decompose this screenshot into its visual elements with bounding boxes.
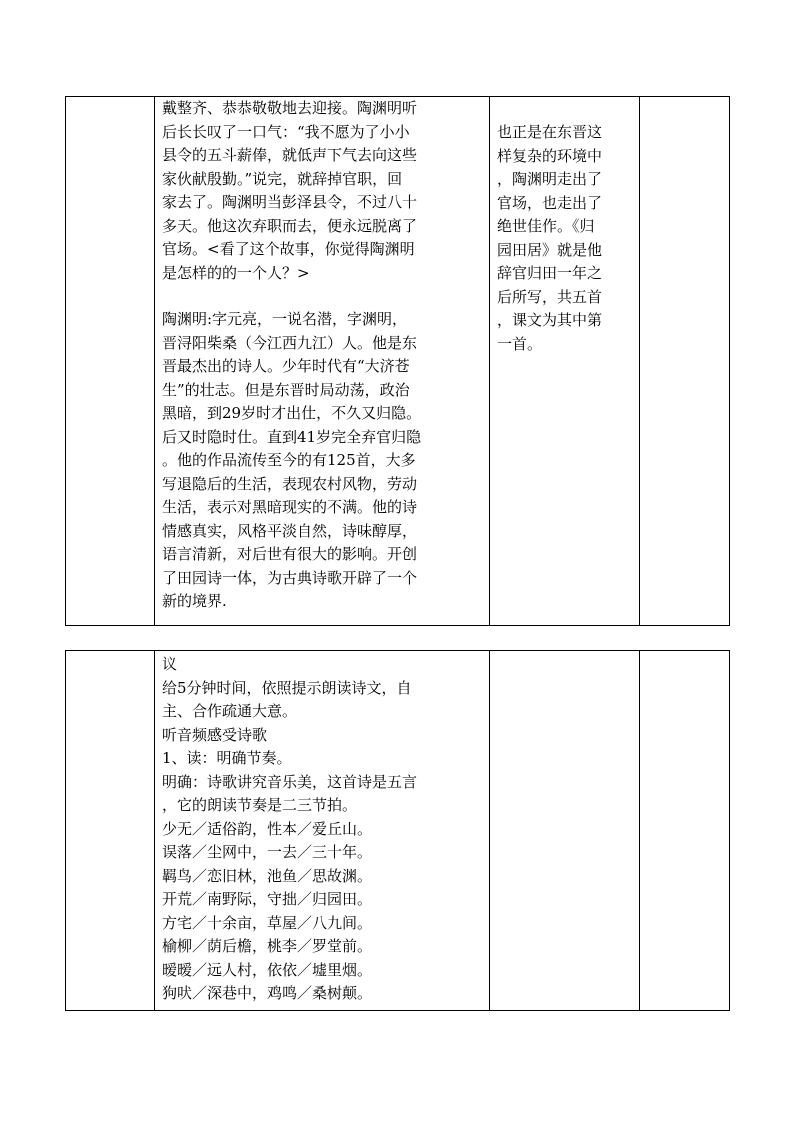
text-line: 样复杂的环境中: [497, 146, 603, 165]
text-line: 明确：诗歌讲究音乐美，这首诗是五言: [162, 772, 418, 791]
text-line: 绝世佳作。《归: [497, 217, 595, 235]
empty-cell-left: [66, 97, 155, 626]
empty-cell-right: [640, 651, 730, 1011]
text-line: ，课文为其中第: [497, 311, 603, 329]
text-line: 写退隐后的生活，表现农村风物，劳动: [162, 474, 418, 493]
text-line: 辞官归田一年之: [497, 264, 603, 282]
text-line: 官场，也走出了: [497, 193, 603, 212]
text-line: 语言清新，对后世有很大的影响。开创: [162, 545, 418, 563]
text-line: 主、合作疏通大意。: [162, 702, 298, 720]
text-line: 新的境界.: [162, 592, 227, 610]
text-line: 官场。<看了这个故事，你觉得陶渊明: [162, 240, 415, 258]
text-line: 园田居》就是他: [497, 240, 603, 259]
story-text: [155, 97, 489, 614]
poem-line: 榆柳／荫后檐，桃李／罗堂前。: [162, 937, 373, 955]
poem-line: 误落／尘网中，一去／三十年。: [162, 843, 373, 861]
table-row: [66, 651, 730, 1011]
text-line: 也正是在东晋这: [497, 123, 603, 141]
text-line: 生”的壮志。但是东晋时局动荡，政治: [162, 380, 410, 399]
text-line: 戴整齐、恭恭敬敬地去迎接。陶渊明听: [162, 99, 418, 117]
text-line: 多天。他这次弃职而去，便永远脱离了: [162, 216, 418, 235]
text-line: 议: [162, 655, 178, 673]
text-line: 晋浔阳柴桑（今江西九江）人。他是东: [162, 333, 418, 352]
text-line: 后又时隐时仕。直到41岁完全弃官归隐: [162, 427, 422, 446]
lesson-table-top: [65, 96, 730, 626]
text-line: ，它的朗读节奏是二三节拍。: [162, 796, 358, 814]
poem-line: 暧暧／远人村，依依／墟里烟。: [162, 960, 373, 979]
poem-line: 羁鸟／恋旧林，池鱼／思故渊。: [162, 866, 373, 885]
text-line: 一首。: [497, 334, 543, 353]
text-line: 晋最杰出的诗人。少年时代有“大济苍: [162, 357, 410, 375]
poem-line: 开荒／南野际，守拙／归园田。: [162, 890, 373, 908]
text-line: 1、读：明确节奏。: [162, 749, 292, 767]
empty-cell-left: [66, 651, 155, 1011]
text-line: 后所写，共五首: [497, 287, 603, 306]
note-cell: [490, 97, 640, 626]
empty-cell-right: [640, 97, 730, 626]
text-line: ，陶渊明走出了: [497, 170, 603, 188]
poem-line: 少无／适俗韵，性本／爱丘山。: [162, 819, 373, 838]
text-line: 。他的作品流传至今的有125首，大多: [162, 451, 416, 469]
text-line: 给5分钟时间，依照提示朗读诗文，自: [162, 678, 412, 697]
content-cell: [155, 651, 490, 1011]
text-line: 了田园诗一体，为古典诗歌开辟了一个: [162, 568, 418, 587]
content-cell: [155, 97, 490, 626]
table-row: [66, 97, 730, 626]
text-line: 家伙献殷勤。”说完，就辞掉官职，回: [162, 169, 403, 188]
empty-cell-note: [490, 651, 640, 1011]
poem-line: 方宅／十余亩，草屋／八九间。: [162, 913, 373, 932]
text-line: 后长长叹了一口气：“我不愿为了小小: [162, 122, 410, 141]
design-intent-text: [490, 97, 639, 356]
text-line: 陶渊明:字元亮，一说名潜，字渊明，: [162, 310, 408, 328]
text-line: 生活，表示对黑暗现实的不满。他的诗: [162, 498, 418, 516]
text-line: 听音频感受诗歌: [162, 725, 268, 744]
text-line: 家去了。陶渊明当彭泽县令，不过八十: [162, 193, 418, 211]
text-line: 情感真实，风格平淡自然，诗味醇厚，: [162, 521, 418, 540]
text-line: 是怎样的的一个人？>: [162, 263, 310, 282]
text-line: 黑暗，到29岁时才出仕，不久又归隐。: [162, 404, 422, 422]
reading-guide-text: [155, 651, 489, 1006]
poem-line: 狗吠／深巷中，鸡鸣／桑树颠。: [162, 984, 373, 1002]
text-line: 县令的五斗薪俸，就低声下气去向这些: [162, 146, 418, 164]
lesson-table-bottom: [65, 650, 730, 1011]
